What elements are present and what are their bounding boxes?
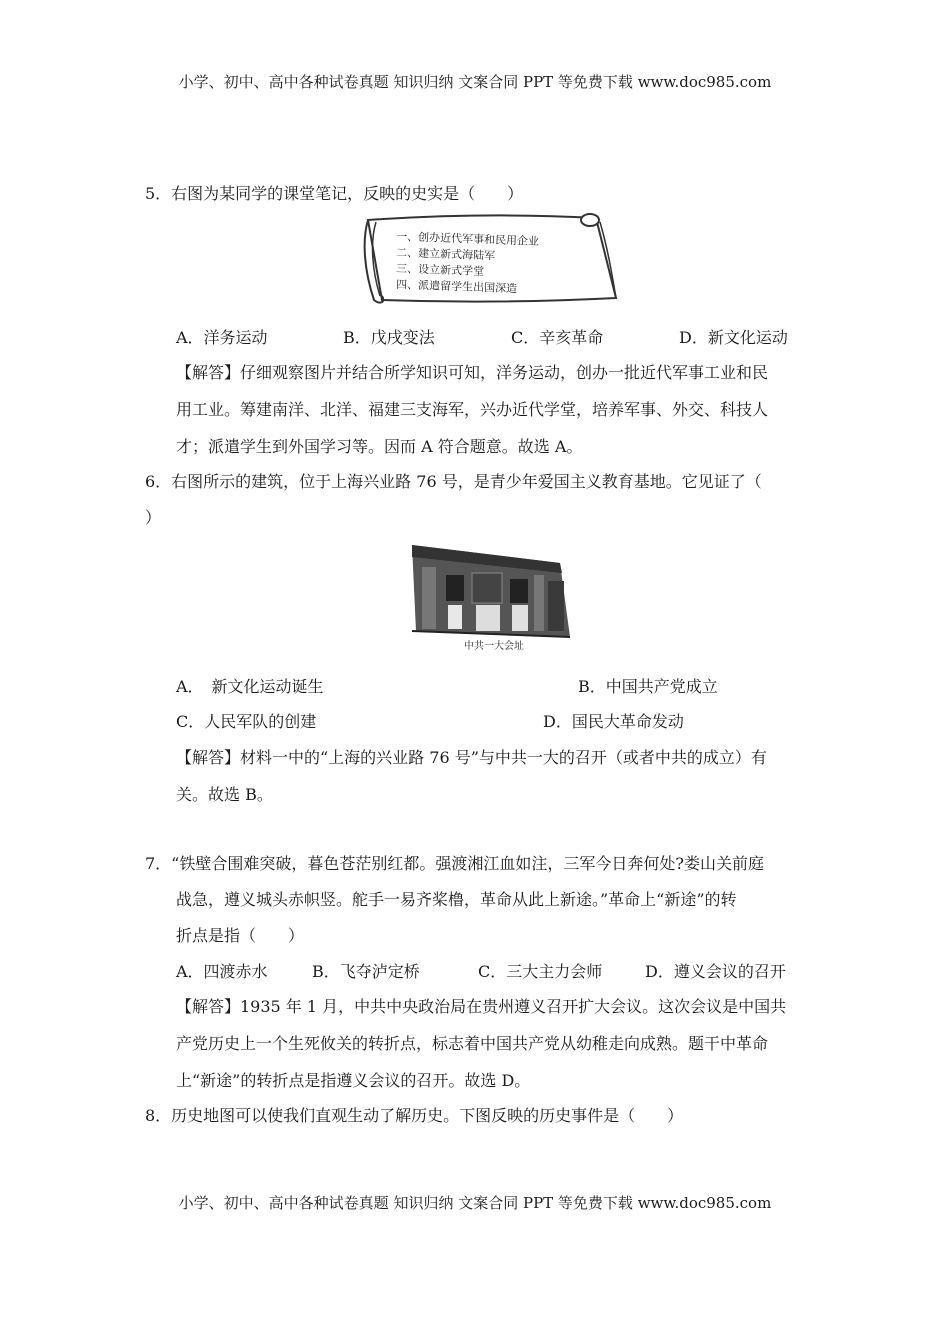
q5-option-b: B．戊戌变法 <box>343 328 435 347</box>
q5-option-a: A．洋务运动 <box>176 328 268 347</box>
scroll-drawing <box>358 210 620 308</box>
q6-option-b: B．中国共产党成立 <box>578 677 718 696</box>
q7-option-a: A．四渡赤水 <box>176 962 268 981</box>
q7-option-b: B．飞夺泸定桥 <box>312 962 420 981</box>
q7-option-d: D．遵义会议的召开 <box>645 962 786 981</box>
q6-answer-line-1: 【解答】材料一中的“上海的兴业路 76 号”与中共一大的召开（或者中共的成立）有 <box>176 748 767 767</box>
scroll-line-2: 二、建立新式海陆军 <box>395 246 496 263</box>
q5-answer-line-2: 用工业。筹建南洋、北洋、福建三支海军，兴办近代学堂，培养军事、外交、科技人 <box>176 400 769 419</box>
q6-option-c: C．人民军队的创建 <box>176 712 317 731</box>
q6-stem-end: ） <box>145 508 162 527</box>
scroll-line-4: 四、派遣留学生出国深造 <box>395 278 518 296</box>
scroll-line-3: 三、设立新式学堂 <box>395 262 485 279</box>
q6-option-d: D．国民大革命发动 <box>543 712 684 731</box>
building-drawing <box>412 545 572 655</box>
q6-option-a: A． 新文化运动诞生 <box>176 677 324 696</box>
q7-answer-line-2: 产党历史上一个生死攸关的转折点，标志着中国共产党从幼稚走向成熟。题干中革命 <box>176 1034 769 1053</box>
q5-scroll-figure <box>358 210 620 308</box>
q8-stem: 8．历史地图可以使我们直观生动了解历史。下图反映的历史事件是（ ） <box>145 1106 684 1125</box>
q7-answer-line-1: 【解答】1935 年 1 月，中共中央政治局在贵州遵义召开扩大会议。这次会议是中国共 <box>176 997 787 1016</box>
page-header: 小学、初中、高中各种试卷真题 知识归纳 文案合同 PPT 等免费下载 www.doc985.com <box>178 73 772 91</box>
q5-option-c: C．辛亥革命 <box>511 328 604 347</box>
q7-answer-line-3: 上“新途”的转折点是指遵义会议的召开。故选 D。 <box>176 1071 531 1090</box>
q6-answer-line-2: 关。故选 B。 <box>176 785 273 804</box>
page-footer: 小学、初中、高中各种试卷真题 知识归纳 文案合同 PPT 等免费下载 www.doc985.com <box>178 1194 772 1212</box>
q5-stem: 5．右图为某同学的课堂笔记，反映的史实是（ ） <box>145 184 524 203</box>
photo-caption: 中共一大会址 <box>464 641 524 652</box>
q7-stem-line-3: 折点是指（ ） <box>176 926 305 945</box>
q6-stem: 6．右图所示的建筑，位于上海兴业路 76 号，是青少年爱国主义教育基地。它见证了（ <box>145 472 762 491</box>
q7-option-c: C．三大主力会师 <box>478 962 603 981</box>
q6-building-photo <box>412 545 572 655</box>
q7-stem-line-1: 7．“铁壁合围难突破，暮色苍茫别红都。强渡湘江血如注，三军今日奔何处?娄山关前庭 <box>145 854 764 873</box>
q5-answer-line-3: 才；派遣学生到外国学习等。因而 A 符合题意。故选 A。 <box>176 437 583 456</box>
q5-option-d: D．新文化运动 <box>679 328 788 347</box>
scroll-line-1: 一、创办近代军事和民用企业 <box>395 230 540 248</box>
q7-stem-line-2: 战急，遵义城头赤帜竖。舵手一易齐桨橹，革命从此上新途。”革命上“新途”的转 <box>176 890 737 909</box>
q5-answer-line-1: 【解答】仔细观察图片并结合所学知识可知，洋务运动，创办一批近代军事工业和民 <box>176 363 769 382</box>
